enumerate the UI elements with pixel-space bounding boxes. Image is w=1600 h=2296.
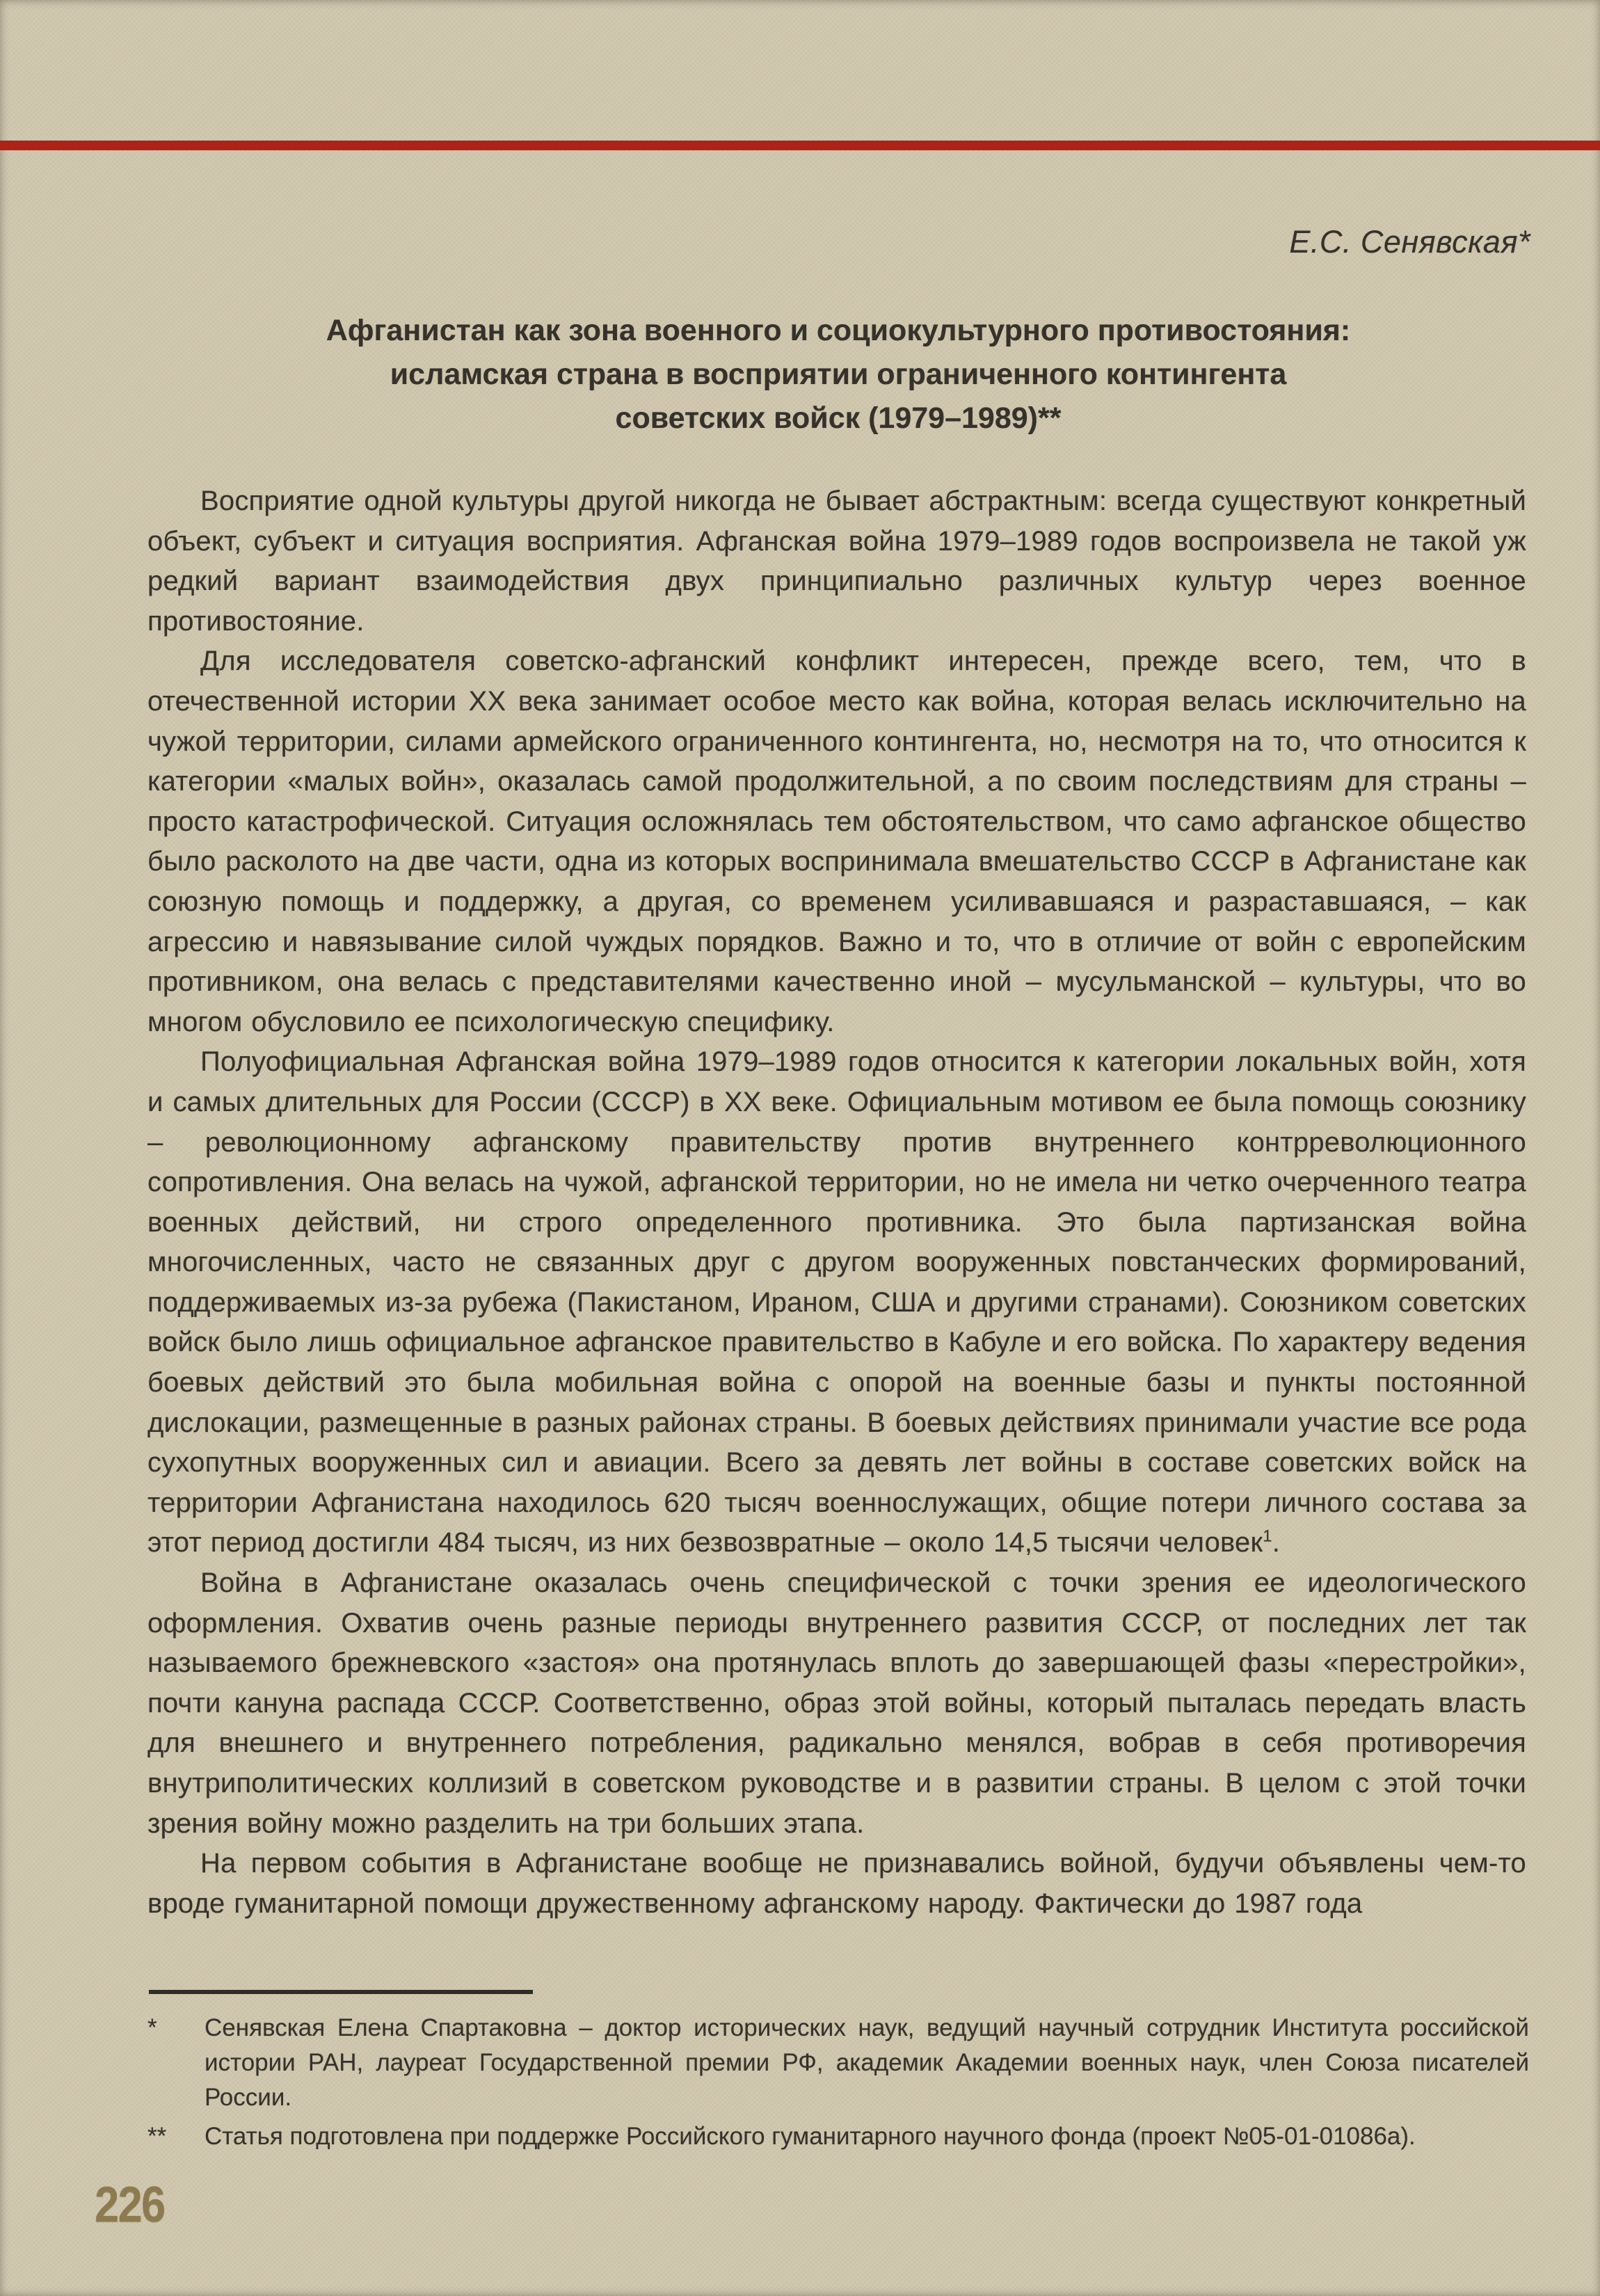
title-line-3: советских войск (1979–1989)** <box>615 401 1062 435</box>
footnotes-section <box>147 1990 1529 2154</box>
paragraph-5 <box>147 1844 1526 1924</box>
article-body <box>147 481 1526 1924</box>
footnote-marker-double-asterisk: ** <box>147 2123 167 2150</box>
title-line-1: Афганистан как зона военного и социокультурного противостояния: <box>326 314 1351 347</box>
paragraph-text: Восприятие одной культуры другой никогда не бывает абстрактным: всегда существуют конкретный объект, субъект и ситуация восприятия. Афганская война 1979–1989 годов воспроизвела не такой уж редкий вариант взаимодействия двух принципиально различных культур через военное противостояние. <box>147 486 1526 637</box>
paragraph-1 <box>147 481 1526 641</box>
paragraph-4 <box>147 1563 1526 1844</box>
paragraph-text: На первом события в Афганистане вообще не признавались войной, будучи объявлены чем-то вроде гуманитарной помощи дружественному афганскому народу. Фактически до 1987 года <box>147 1848 1526 1919</box>
footnote-author-bio <box>147 2011 1529 2115</box>
footnote-funding <box>147 2119 1529 2154</box>
footnote-ref-1: 1 <box>1263 1527 1272 1547</box>
footnote-text: Статья подготовлена при поддержке Российского гуманитарного научного фонда (проект №05-01-01086а). <box>205 2123 1416 2150</box>
author-line: Е.С. Сенявская* <box>1289 224 1530 260</box>
top-red-rule <box>0 141 1600 150</box>
paragraph-text: Для исследователя советско-афганский конфликт интересен, прежде всего, тем, что в отечественной истории XX века занимает особое место как война, которая велась исключительно на чужой территории, силами армейского ограниченного контингента, но, несмотря на то, что относится к категории «малых войн», оказалась самой продолжительной, а по своим последствиям для страны – просто катастрофической. Ситуация осложнялась тем обстоятельством, что само афганское общество было расколото на две части, одна из которых воспринимала вмешательство СССР в Афганистане как союзную помощь и поддержку, а другая, со временем усиливавшаяся и разраставшаяся, – как агрессию и навязывание силой чуждых порядков. Важно и то, что в отличие от войн с европейским противником, она велась с представителями качественно иной – мусульманской – культуры, что во многом обусловило ее психологическую специфику. <box>147 646 1526 1037</box>
page-number: 226 <box>95 2177 165 2233</box>
paragraph-2 <box>147 641 1526 1042</box>
paragraph-text: Война в Афганистане оказалась очень специфической с точки зрения ее идеологического оформления. Охватив очень разные периоды внутреннего развития СССР, от последних лет так называемого брежневского «застоя» она протянулась вплоть до завершающей фазы «перестройки», почти кануна распада СССР. Соответственно, образ этой войны, который пыталась передать власть для внешнего и внутреннего потребления, радикально менялся, вобрав в себя противоречия внутриполитических коллизий в советском руководстве и в развитии страны. В целом с этой точки зрения войну можно разделить на три больших этапа. <box>147 1568 1526 1839</box>
paragraph-text-tail: . <box>1272 1527 1281 1558</box>
paragraph-text: Полуофициальная Афганская война 1979–1989 годов относится к категории локальных войн, хотя и самых длительных для России (СССР) в XX веке. Официальным мотивом ее была помощь союзнику – революционному афганскому правительству против внутреннего контрреволюционного сопротивления. Она велась на чужой, афганской территории, но не имела ни четко очерченного театра военных действий, ни строго определенного противника. Это была партизанская война многочисленных, часто не связанных друг с другом вооруженных повстанческих формирований, поддерживаемых из-за рубежа (Пакистаном, Ираном, США и другими странами). Союзником советских войск было лишь официальное афганское правительство в Кабуле и его войска. По характеру ведения боевых действий это была мобильная война с опорой на военные базы и пункты постоянной дислокации, размещенные в разных районах страны. В боевых действиях принимали участие все рода сухопутных вооруженных сил и авиации. Всего за девять лет войны в составе советских войск на территории Афганистана находилось 620 тысяч военнослужащих, общие потери личного состава за этот период достигли 484 тысяч, из них безвозвратные – около 14,5 тысячи человек <box>147 1046 1526 1558</box>
footnote-text: Сенявская Елена Спартаковна – доктор исторических наук, ведущий научный сотрудник Института российской истории РАН, лауреат Государственной премии РФ, академик Академии военных наук, член Союза писателей России. <box>205 2014 1529 2111</box>
article-title <box>146 309 1530 440</box>
paragraph-3 <box>147 1042 1526 1563</box>
footnote-separator-rule <box>149 1990 533 1994</box>
footnote-marker-asterisk: * <box>147 2014 157 2041</box>
title-line-2: исламская страна в восприятии ограниченного контингента <box>390 358 1287 391</box>
